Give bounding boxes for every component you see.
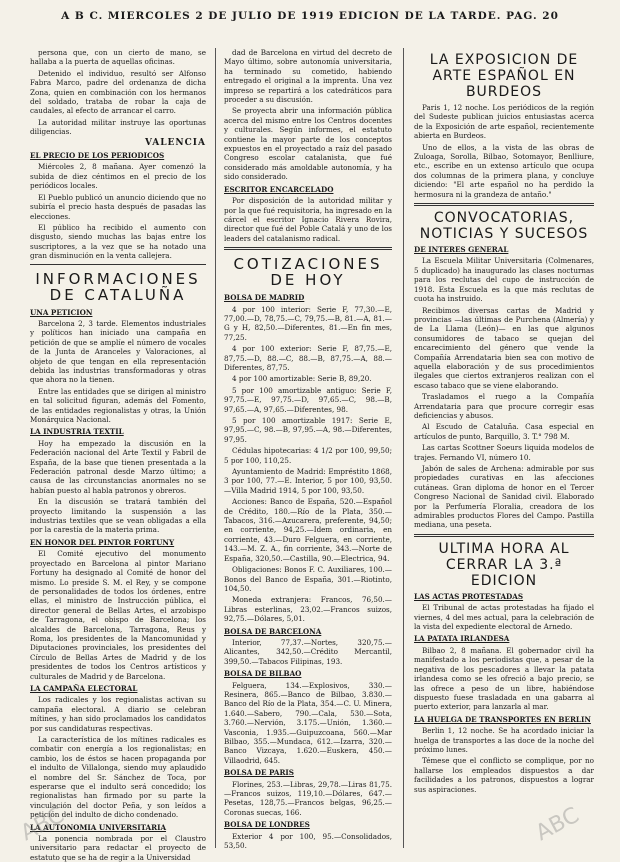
section-banner: INFORMACIONES DE CATALUÑA: [35, 269, 201, 304]
section-subtitle: UNA PETICION: [30, 307, 93, 317]
section-body: [30, 549, 206, 681]
section-subtitle: LA PATATA IRLANDESA: [414, 634, 510, 644]
section-subtitle: DE INTERES GENERAL: [414, 245, 509, 255]
paragraph: Acciones: Banco de España, 520.—Español de Crédito, 180.—Río de la Plata, 350.—Tabacos, 316.—Azucarera, preferente, 94,50; en corriente, 94,25.—Idem ordinaria, en corriente, 43.—Duro Felguera, en corriente, 143.—M. Z. A., fin corriente, 343.—Norte de España, 320,50.—Castilla, 90.—Electrica, 94.: [224, 497, 392, 563]
paragraph: Berlin 1, 12 noche. Se ha acordado iniciar la huelga de transportes a las doce de la noche del próximo lunes.: [414, 726, 594, 754]
column-3: [414, 48, 594, 856]
watermark: ABC: [16, 802, 69, 847]
paragraph: Paris 1, 12 noche. Los periódicos de la región del Sudeste publican juicios entusiastas acerca de la Exposición de arte español, recientemente abierta en Burdeos.: [414, 103, 594, 141]
section-banner: ULTIMA HORA AL CERRAR LA 3.ª EDICION: [438, 540, 570, 589]
paragraph: 4 por 100 exterior: Serie F, 87,75.—E, 87,75.—D, 88.—C, 88.—B, 87,75.—A, 88.—Diferentes, 87,75.: [224, 344, 392, 372]
section-subtitle: LA INDUSTRIA TEXTIL: [30, 427, 124, 437]
paragraph: El Pueblo publicó un anuncio diciendo que no subiría el precio hasta después de pasadas las elecciones.: [30, 192, 206, 221]
paragraph: Se proyecta abrir una información pública acerca del mismo entre los Centros docentes y culturales. Según informes, el estatuto contiene la mayor parte de los conceptos expuestos en el proyectado a raíz del pasado Congreso escolar catalanista, que fué considerado más amoldable autonomía, y ha sido considerado.: [224, 106, 392, 182]
section-body: [224, 832, 392, 851]
paragraph: Trasladamos el ruego a la Compañía Arrendataria para que procure corregir esas deficiencias y abusos.: [414, 392, 594, 420]
section-subtitle: BOLSA DE PARIS: [224, 768, 294, 778]
section-body: [224, 305, 392, 624]
section-subtitle: LA HUELGA DE TRANSPORTES EN BERLIN: [414, 714, 591, 724]
divider: [224, 247, 392, 250]
paragraph: 5 por 100 amortizable antiguo: Serie F, 97,75.—E, 97,75.—D, 97,65.—C, 98.—B, 97,65.—A, 97,65.—Diferentes, 98.: [224, 385, 392, 414]
paragraph: El público ha recibido el aumento con disgusto, siendo muchas las bajas entre los suscriptores, a la vez que se ha notado una gran disminución en la venta callejera.: [30, 222, 206, 261]
section-body: [224, 681, 392, 766]
paragraph: 4 por 100 amortizable: Serie B, 89,20.: [232, 374, 372, 384]
paragraph: Cédulas hipotecarias: 4 1/2 por 100, 99,50; 5 por 100, 110,25.: [224, 446, 392, 465]
paragraph: Al Escudo de Cataluña. Casa especial en artículos de punto, Barquillo, 3. T.° 798 M.: [414, 422, 594, 441]
paragraph: Por disposición de la autoridad militar y por la que fué requisitoria, ha ingresado en la cárcel el escritor Ignacio Rivera Rovira, director que fué del Poble Catalá y uno de los leaders del catalanismo radical.: [224, 196, 392, 243]
divider: [414, 203, 594, 206]
section-body: [414, 603, 594, 631]
section-body: [224, 638, 392, 666]
section-body: [414, 256, 594, 529]
section-subtitle: EN HONOR DEL PINTOR FORTUNY: [30, 537, 175, 547]
paragraph: La ponencia nombrada por el Claustro universitario para redactar el proyecto de estatuto que se ha de regir a la Universidad: [30, 834, 206, 862]
section-subtitle: BOLSA DE BILBAO: [224, 669, 302, 679]
column-rule: [403, 48, 404, 848]
section-subtitle: LA AUTONOMIA UNIVERSITARIA: [30, 822, 167, 832]
divider: [414, 534, 594, 537]
paragraph: persona que, con un cierto de mano, se hallaba a la puerta de aquellas oficinas.: [30, 48, 206, 67]
column-1: [30, 48, 206, 862]
paragraph: Moneda extranjera: Francos, 76,50.—Libras esterlinas, 23,02.—Francos suizos, 92,75.—Dólares, 5,01.: [224, 595, 392, 624]
column-rule: [215, 48, 216, 848]
paragraph: La característica de los mítines radicales es combatir con energía a los regionalistas; en cambio, los de éstos se hacen propaganda por el indulto de Villalonga, siendo muy aplaudido el nombre del Sr. Sánchez de Toca, por esperarse que el indulto será concedido; los regionalistas han firmado por su parte la vinculación del doctor Peña, y son leídos a petición del indulto de dicho condenado.: [30, 735, 206, 820]
paragraph: Las cartas Scottner Soeurs liquida modelos de trajes. Fernando VI, número 10.: [414, 443, 594, 462]
paragraph: Exterior 4 por 100, 95.—Consolidados, 53,50.: [224, 831, 392, 851]
section-intro: [224, 48, 392, 182]
section-subtitle: EL PRECIO DE LOS PERIODICOS: [30, 151, 165, 161]
paragraph: La autoridad militar instruye las oportunas diligencias.: [30, 117, 206, 137]
divider: [30, 264, 206, 265]
paragraph: Uno de ellos, a la vista de las obras de Zuloaga, Sorolla, Bilbao, Sotomayor, Benlliure, etc., escribe en un extenso artículo que ocupa dos columnas de la primera plana, y concluye diciendo: "El arte español no ha perdido la hermosura ni la grandeza de antaño.": [414, 142, 594, 199]
page-header: A B C. MIERCOLES 2 DE JULIO DE 1919 EDICION DE LA TARDE. PAG. 20: [61, 10, 559, 22]
section-body: [414, 646, 594, 712]
paragraph: Bilbao 2, 8 mañana. El gobernador civil ha manifestado a los periodistas que, a pesar de la negativa de los pescadores a llevar la patata irlandesa como se les ofreció a bajo precio, se las ofrece a peso de un libre, habiéndose dispuesto fuese trasladada en una gabarra al puerto exterior, para lanzarla al mar.: [414, 645, 594, 712]
paragraph: Detenido el individuo, resultó ser Alfonso Fabra Marco, padre del ordenanza de dicha Zona, quien en combinación con los hermanos del soldado, trataba de robar la caja de caudales, al efecto de arrancar el carro.: [30, 68, 206, 116]
paragraph: El Tribunal de actas protestadas ha fijado el viernes, 4 del mes actual, para la celebración de la vista del expediente electoral de Arnedo.: [414, 603, 594, 632]
watermark: ABC: [531, 802, 584, 847]
section-banner: COTIZACIONES DE HOY: [233, 255, 383, 290]
section-body: [224, 196, 392, 243]
paragraph: Barcelona 2, 3 tarde. Elementos industriales y políticos han iniciado una campaña en petición de que se amplíe el número de vocales de la Junta de Aranceles y Valoraciones, al objeto de que tengan en ella representación debida las industrias transformadoras y otras que ahora no la tienen.: [30, 318, 206, 385]
section-subtitle: LAS ACTAS PROTESTADAS: [414, 591, 524, 601]
section-subtitle: LA CAMPAÑA ELECTORAL: [30, 683, 138, 693]
paragraph: Jabón de sales de Archena: admirable por sus propiedades curativas en las afecciones cutáneas. Gran diploma de honor en el Tercer Congreso Nacional de Sanidad civil. Elaborado por la Perfumería Floralia, creadora de los admirables productos Flores del Campo. Pastilla mediana, una peseta.: [414, 464, 594, 530]
paragraph: Entre las entidades que se dirigen al ministro en tal solicitud figuran, además del Fomento, de las entidades regionalistas y otras, la Unión Monárquica Nacional.: [30, 386, 206, 424]
column-2: [224, 48, 392, 856]
paragraph: 5 por 100 amortizable 1917: Serie E, 97,95.—C, 98.—B, 97,95.—A, 98.—Diferentes, 97,95.: [224, 416, 392, 444]
paragraph: Recibimos diversas cartas de Madrid y provincias —las últimas de Purchena (Almería) y de La Llama (León)— en las que algunos consumidores de tabaco se quejan del encarecimiento del género que vende la Compañía Arrendataria bien sea con motivo de aquella elaboración y de sus procedimientos ilegales que ciertos extranjeros realizan con el escaso tabaco que se viene elaborando.: [414, 305, 594, 390]
paragraph: Témese que el conflicto se complique, por no hallarse los empleados dispuestos a dar facilidades a los patronos, dispuestos a lograr sus aspiraciones.: [414, 756, 594, 794]
paragraph: El Comité ejecutivo del monumento proyectado en Barcelona al pintor Mariano Fortuny ha designado al Comité de honor del mismo. Lo preside S. M. el Rey, y se compone de personalidades de todos los órdenes, entre ellas, el ministro de Instrucción pública, el director general de Bellas Artes, el arzobispo de Tarragona, el obispo de Barcelona; los alcaldes de Barcelona, Tarragona, Reus y Roma, los presidentes de la Mancomunidad y Diputaciones provinciales, los presidentes del Círculo de Bellas Artes de Madrid y de los presidentes de todos los Centros artísticos y culturales de Madrid y de Barcelona.: [30, 549, 206, 681]
paragraph: Miércoles 2, 8 mañana. Ayer comenzó la subida de diez céntimos en el precio de los periódicos locales.: [30, 162, 206, 191]
section-subtitle: BOLSA DE MADRID: [224, 293, 305, 303]
section-body: [224, 780, 392, 818]
section-banner: LA EXPOSICION DE ARTE ESPAÑOL EN BURDEOS: [429, 52, 579, 100]
paragraph: Los radicales y los regionalistas activan su campaña electoral. A diario se celebran mítines, y han sido proclamados los candidatos por sus candidaturas respectivas.: [30, 695, 206, 733]
paragraph: 4 por 100 interior: Serie F, 77,30.—E, 77,00.—D, 78,75.—C, 79,75.—B, 81.—A, 81.—G y H, 82,50.—Diferentes, 81.—En fin mes, 77,25.: [224, 304, 392, 342]
section-title: VALENCIA: [144, 137, 206, 148]
section-body: [30, 319, 206, 424]
section-body: [414, 726, 594, 794]
paragraph: dad de Barcelona en virtud del decreto de Mayo último, sobre autonomía universitaria, ha terminado su cometido, habiendo entregado el original a la imprenta. Una vez impreso se repartirá a los catedráticos para proceder a su discusión.: [224, 48, 392, 105]
section-body: [30, 439, 206, 535]
section-subtitle: ESCRITOR ENCARCELADO: [224, 184, 334, 194]
paragraph: Hoy ha empezado la discusión en la Federación nacional del Arte Textil y Fabril de España, de la base que tienen presentada a la Federación patronal desde Marzo último; a causa de las circunstancias anormales no se habían puesto al habla patronos y obreros.: [30, 438, 206, 495]
section-banner: CONVOCATORIAS, NOTICIAS Y SUCESOS: [419, 210, 589, 243]
paragraph: En la discusión se tratará también del proyecto limitando la suspensión a las industrias textiles que se vean obligadas a ella por la carestía de la materia prima.: [30, 497, 206, 535]
paragraph: La Escuela Militar Universitaria (Colmenares, 5 duplicado) ha inaugurado las clases nocturnas para los reclutas del cupo de instrucción de 1918. Esta Escuela es la que más reclutas de cuota ha instruido.: [414, 256, 594, 304]
paragraph: Ayuntamiento de Madrid: Empréstito 1868, 3 por 100, 77.—E. Interior, 5 por 100, 93,50.—Villa Madrid 1914, 5 por 100, 93,50.: [224, 467, 392, 495]
section-subtitle: BOLSA DE BARCELONA: [224, 626, 322, 636]
paragraph: Interior, 77,37.—Nortes, 320,75.—Alicantes, 342,50.—Crédito Mercantil, 399,50.—Tabacos Filipinas, 193.: [224, 637, 392, 666]
paragraph: Felguera, 134.—Explosivos, 330.—Resinera, 865.—Banco de Bilbao, 3.830.—Banco del Río de la Plata, 354.—C. U. Minera, 1.640.—Sabero, 790.—Cala, 530.—Sota, 3.760.—Nervión, 3.175.—Unión, 1.360.—Vasconia, 1.935.—Guipuzcoana, 560.—Mar Bilbao, 355.—Mundaca, 612.—Izarra, 320.—Banco Vizcaya, 1.620.—Euskera, 450.—Villaodrid, 645.: [224, 680, 392, 765]
section-body: [414, 103, 594, 199]
paragraph: Obligaciones: Bonos F. C. Auxiliares, 100.—Bonos del Banco de España, 301.—Riotinto, 104,50.: [224, 565, 392, 593]
section-intro: [30, 48, 206, 137]
paragraph: Florines, 253.—Libras, 29,78.—Liras 81,75.—Francos suizos, 119,10.—Dólares, 647.—Pesetas, 128,75.—Francos belgas, 96,25.—Coronas suecas, 166.: [224, 779, 392, 817]
section-body: [30, 834, 206, 862]
section-body: [30, 695, 206, 819]
section-subtitle: BOLSA DE LONDRES: [224, 820, 310, 830]
section-body: [30, 162, 206, 260]
